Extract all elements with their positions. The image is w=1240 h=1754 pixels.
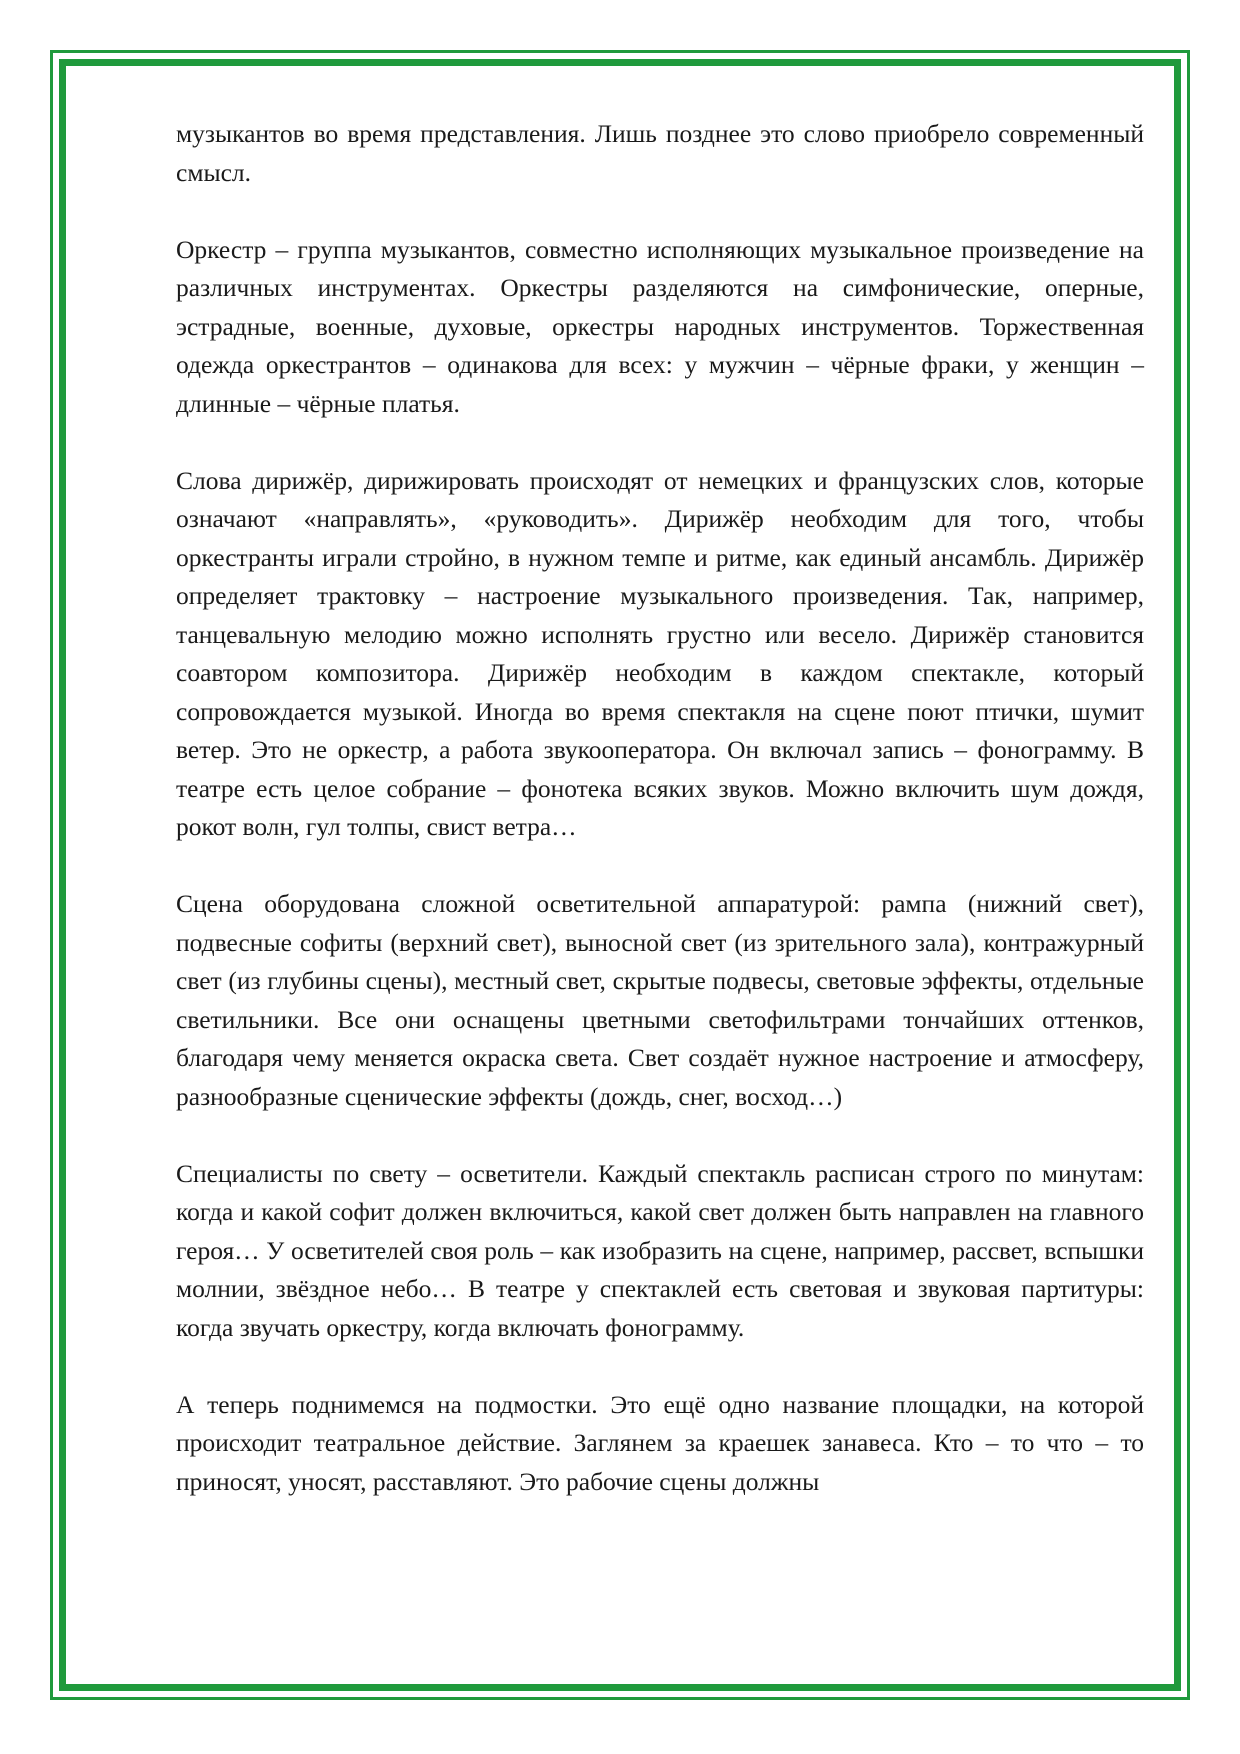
paragraph-2: Оркестр – группа музыкантов, совместно исполняющих музыкальное произведение на различных инструментах. Оркестры разделяются на симфонические, оперные, эстрадные, военные, духовые, оркестры народных инструментов. Торжественная одежда оркестрантов – одинакова для всех: у мужчин – чёрные фраки, у женщин – длинные – чёрные платья.: [176, 234, 1144, 418]
paragraph-3: Слова дирижёр, дирижировать происходят от немецких и французских слов, которые означают «направлять», «руководить». Дирижёр необходим для того, чтобы оркестранты играли стройно, в нужном темпе и ритме, как единый ансамбль. Дирижёр определяет трактовку – настроение музыкального произведения. Так, например, танцевальную мелодию можно исполнять грустно или весело. Дирижёр становится соавтором композитора. Дирижёр необходим в каждом спектакле, который сопровождается музыкой. Иногда во время спектакля на сцене поют птички, шумит ветер. Это не оркестр, а работа звукооператора. Он включал запись – фонограмму. В театре есть целое собрание – фонотека всяких звуков. Можно включить шум дождя, рокот волн, гул толпы, свист ветра…: [176, 465, 1144, 841]
paragraph-6: А теперь поднимемся на подмостки. Это ещё одно название площадки, на которой происходит театральное действие. Заглянем за краешек занавеса. Кто – то что – то приносят, уносят, расставляют. Это рабочие сцены должны: [176, 1389, 1144, 1496]
paragraph-4: Сцена оборудована сложной осветительной аппаратурой: рампа (нижний свет), подвесные софиты (верхний свет), выносной свет (из зрительного зала), контражурный свет (из глубины сцены), местный свет, скрытые подвесы, световые эффекты, отдельные светильники. Все они оснащены цветными светофильтрами тончайших оттенков, благодаря чему меняется окраска света. Свет создаёт нужное настроение и атмосферу, разнообразные сценические эффекты (дождь, снег, восход…): [176, 889, 1144, 1111]
paragraph-5: Специалисты по свету – осветители. Каждый спектакль расписан строго по минутам: когда и какой софит должен включиться, какой свет должен быть направлен на главного героя… У осветителей своя роль – как изобразить на сцене, например, рассвет, вспышки молнии, звёздное небо… В театре у спектаклей есть световая и звуковая партитуры: когда звучать оркестру, когда включать фонограмму.: [176, 1158, 1144, 1342]
document-body: [176, 115, 1144, 1501]
paragraph-1: музыкантов во время представления. Лишь позднее это слово приобрело современный смысл.: [176, 119, 1144, 187]
